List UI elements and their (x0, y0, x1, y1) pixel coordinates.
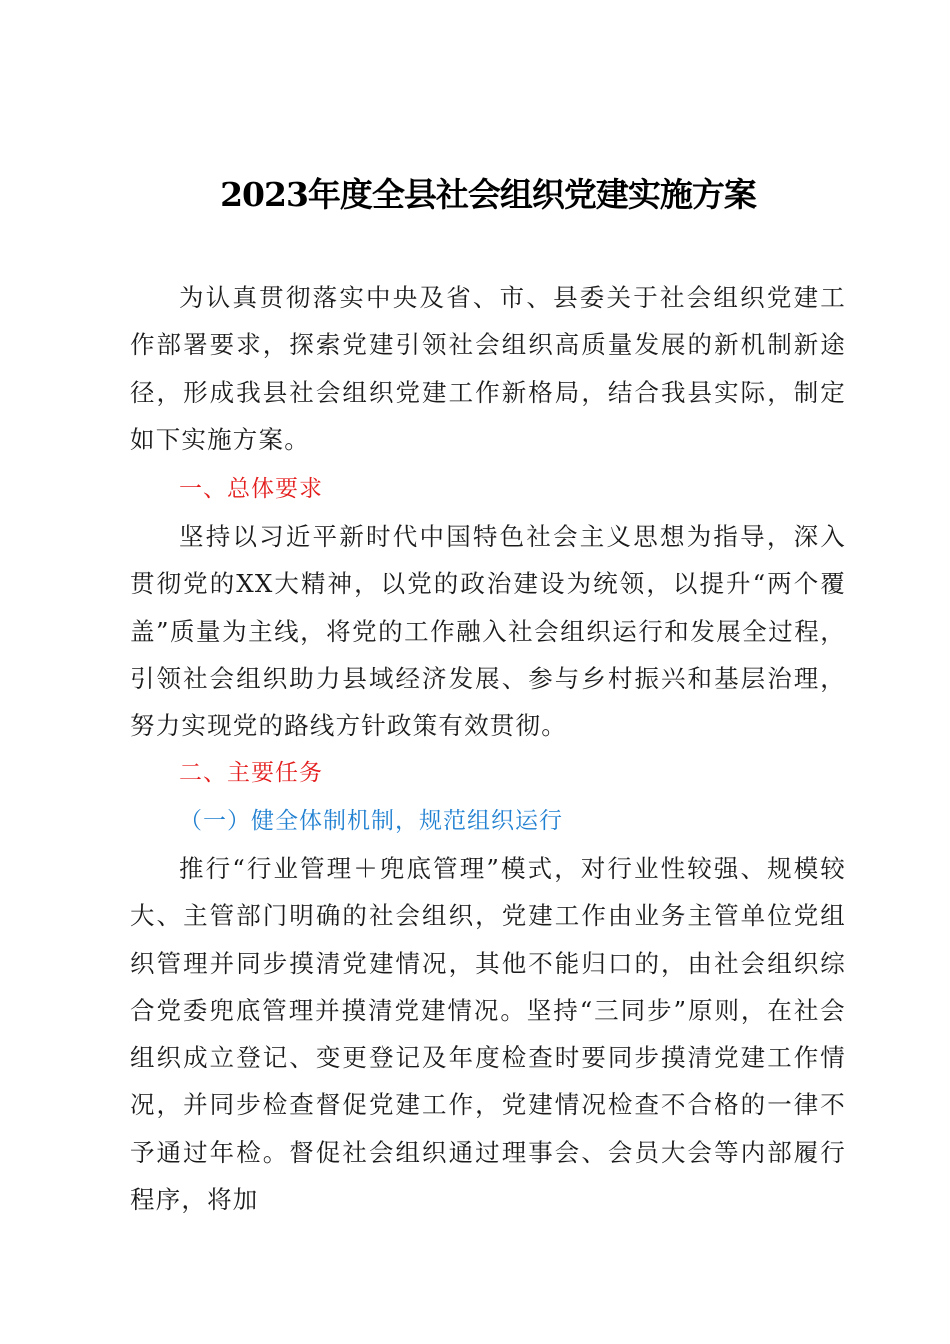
intro-paragraph: 为认真贯彻落实中央及省、市、县委关于社会组织党建工作部署要求，探索党建引领社会组织高质量发展的新机制新途径，形成我县社会组织党建工作新格局，结合我县实际，制定如下实施方案。 (130, 283, 846, 454)
document-title: 2023年度全县社会组织党建实施方案 (220, 175, 756, 214)
mechanism-paragraph: 推行“行业管理＋兜底管理”模式，对行业性较强、规模较大、主管部门明确的社会组织，党建工作由业务主管单位党组织管理并同步摸清党建情况，其他不能归口的，由社会组织综合党委兜底管理并摸清党建情况。坚持“三同步”原则，在社会组织成立登记、变更登记及年度检查时要同步摸清党建工作情况，并同步检查督促党建工作，党建情况检查不合格的一律不予通过年检。督促社会组织通过理事会、会员大会等内部履行程序，将加 (130, 854, 846, 1215)
subsection-heading-mechanism: （一）健全体制机制，规范组织运行 (179, 808, 563, 834)
general-requirements-paragraph: 坚持以习近平新时代中国特色社会主义思想为指导，深入贯彻党的XX大精神，以党的政治建设为统领，以提升“两个覆盖”质量为主线，将党的工作融入社会组织运行和发展全过程，引领社会组织助力县域经济发展、参与乡村振兴和基层治理，努力实现党的路线方针政策有效贯彻。 (130, 522, 846, 741)
section-heading-general-requirements: 一、总体要求 (179, 476, 323, 502)
section-heading-main-tasks: 二、主要任务 (179, 760, 323, 786)
